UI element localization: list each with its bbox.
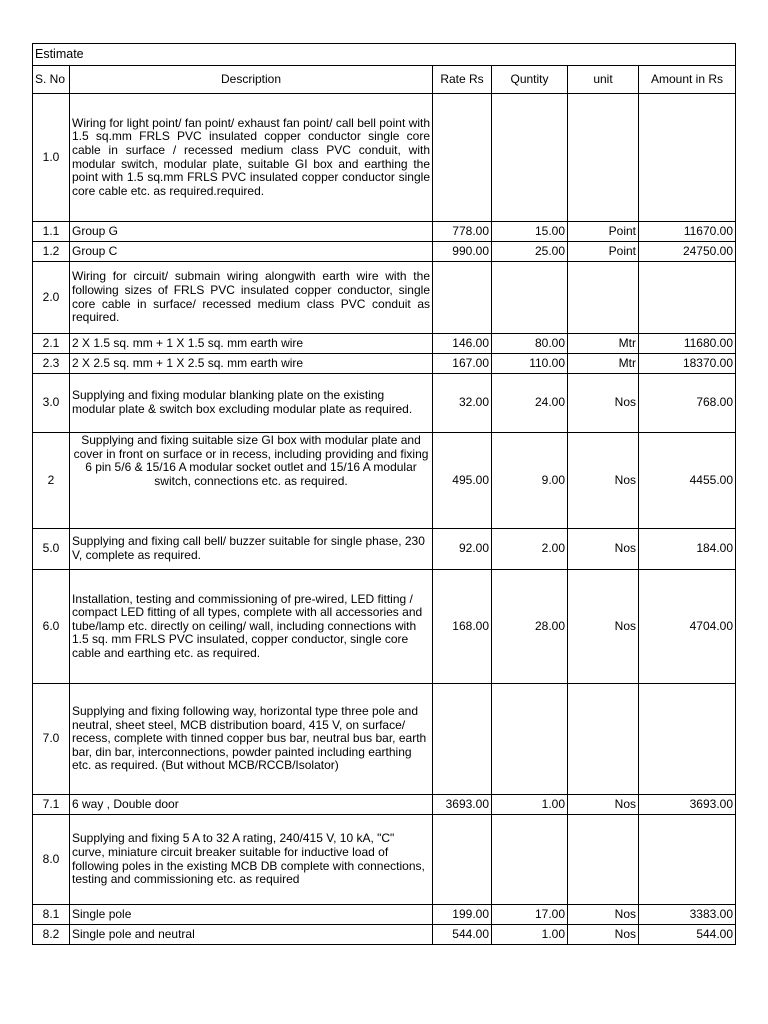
row-unit: [568, 815, 639, 905]
row-rate: 990.00: [433, 242, 492, 262]
row-rate: 92.00: [433, 529, 492, 570]
row-unit: [568, 94, 639, 222]
header-row: [33, 66, 736, 94]
row-sno: 1.0: [33, 94, 70, 222]
row-rate: [433, 262, 492, 334]
row-sno: 2.0: [33, 262, 70, 334]
row-rate: 32.00: [433, 374, 492, 433]
row-sno: 7.1: [33, 795, 70, 815]
row-unit: Point: [568, 222, 639, 242]
row-description: Wiring for circuit/ submain wiring alongwith earth wire with the following sizes of FRLS PVC insulated copper conductor, single core cable in surface/ recessed medium class PVC conduit as required.: [70, 262, 433, 334]
row-quantity: 15.00: [492, 222, 568, 242]
row-amount: 544.00: [639, 925, 736, 945]
row-quantity: 24.00: [492, 374, 568, 433]
header-description: Description: [70, 66, 433, 94]
table-row: [33, 354, 736, 374]
row-sno: 2.3: [33, 354, 70, 374]
table-row: [33, 334, 736, 354]
row-quantity: 1.00: [492, 795, 568, 815]
row-quantity: [492, 684, 568, 795]
row-unit: Nos: [568, 374, 639, 433]
row-description: Supplying and fixing following way, horizontal type three pole and neutral, sheet steel, MCB distribution board, 415 V, on surface/ recess, complete with tinned copper bus bar, neutral bus bar, earth bar, din bar, interconnections, powder painted including earthing etc. as required. (But without MCB/RCCB/Isolator): [70, 684, 433, 795]
estimate-table: [32, 43, 736, 945]
row-description: 2 X 1.5 sq. mm + 1 X 1.5 sq. mm earth wire: [70, 334, 433, 354]
row-rate: 495.00: [433, 433, 492, 529]
row-amount: 4455.00: [639, 433, 736, 529]
row-description: 2 X 2.5 sq. mm + 1 X 2.5 sq. mm earth wire: [70, 354, 433, 374]
row-rate: [433, 815, 492, 905]
row-unit: Point: [568, 242, 639, 262]
row-quantity: [492, 815, 568, 905]
row-sno: 8.0: [33, 815, 70, 905]
row-amount: 3693.00: [639, 795, 736, 815]
row-unit: Nos: [568, 795, 639, 815]
row-unit: Nos: [568, 433, 639, 529]
table-row: [33, 570, 736, 684]
row-unit: Mtr: [568, 354, 639, 374]
row-amount: [639, 94, 736, 222]
table-row: [33, 925, 736, 945]
row-rate: 3693.00: [433, 795, 492, 815]
row-sno: 5.0: [33, 529, 70, 570]
header-quantity: Quntity: [492, 66, 568, 94]
row-sno: 2.1: [33, 334, 70, 354]
row-sno: 8.2: [33, 925, 70, 945]
row-sno: 1.1: [33, 222, 70, 242]
row-quantity: 25.00: [492, 242, 568, 262]
table-row: [33, 815, 736, 905]
row-amount: 11680.00: [639, 334, 736, 354]
table-row: [33, 94, 736, 222]
row-unit: Nos: [568, 570, 639, 684]
row-description: Supplying and fixing suitable size GI box with modular plate and cover in front on surface or in recess, including providing and fixing 6 pin 5/6 & 15/16 A modular socket outlet and 15/16 A modular switch, connections etc. as required.: [70, 433, 433, 529]
row-description: Group C: [70, 242, 433, 262]
row-sno: 3.0: [33, 374, 70, 433]
row-amount: 184.00: [639, 529, 736, 570]
sheet-title: Estimate: [33, 44, 736, 66]
row-quantity: [492, 262, 568, 334]
row-unit: [568, 262, 639, 334]
table-row: [33, 262, 736, 334]
row-amount: 18370.00: [639, 354, 736, 374]
row-rate: 168.00: [433, 570, 492, 684]
table-row: [33, 684, 736, 795]
row-quantity: 1.00: [492, 925, 568, 945]
row-description: 6 way , Double door: [70, 795, 433, 815]
row-quantity: 80.00: [492, 334, 568, 354]
row-description: Supplying and fixing 5 A to 32 A rating, 240/415 V, 10 kA, "C" curve, miniature circuit breaker suitable for inductive load of following poles in the existing MCB DB complete with connections, testing and commissioning etc. as required: [70, 815, 433, 905]
row-sno: 1.2: [33, 242, 70, 262]
row-unit: [568, 684, 639, 795]
row-amount: 768.00: [639, 374, 736, 433]
table-row: [33, 795, 736, 815]
row-description: Wiring for light point/ fan point/ exhaust fan point/ call bell point with 1.5 sq.mm FRLS PVC insulated copper conductor single core cable in surface / recessed medium class PVC conduit, with modular switch, modular plate, suitable GI box and earthing the point with 1.5 sq.mm FRLS PVC insulated copper conductor single core cable etc. as required.required.: [70, 94, 433, 222]
table-row: [33, 242, 736, 262]
row-sno: 2: [33, 433, 70, 529]
row-rate: 199.00: [433, 905, 492, 925]
header-rate: Rate Rs: [433, 66, 492, 94]
row-sno: 8.1: [33, 905, 70, 925]
row-description: Single pole and neutral: [70, 925, 433, 945]
table-row: [33, 433, 736, 529]
header-amount: Amount in Rs: [639, 66, 736, 94]
header-unit: unit: [568, 66, 639, 94]
row-quantity: 17.00: [492, 905, 568, 925]
row-amount: 24750.00: [639, 242, 736, 262]
table-row: [33, 222, 736, 242]
row-amount: [639, 815, 736, 905]
row-amount: [639, 262, 736, 334]
table-row: [33, 529, 736, 570]
row-quantity: 28.00: [492, 570, 568, 684]
table-row: [33, 905, 736, 925]
row-quantity: 2.00: [492, 529, 568, 570]
header-sno: S. No: [33, 66, 70, 94]
table-row: [33, 374, 736, 433]
row-unit: Mtr: [568, 334, 639, 354]
row-unit: Nos: [568, 905, 639, 925]
row-quantity: 110.00: [492, 354, 568, 374]
row-description: Supplying and fixing modular blanking plate on the existing modular plate & switch box excluding modular plate as required.: [70, 374, 433, 433]
row-amount: 11670.00: [639, 222, 736, 242]
row-rate: 167.00: [433, 354, 492, 374]
row-rate: 778.00: [433, 222, 492, 242]
row-rate: 146.00: [433, 334, 492, 354]
row-sno: 7.0: [33, 684, 70, 795]
row-sno: 6.0: [33, 570, 70, 684]
row-description: Group G: [70, 222, 433, 242]
row-rate: [433, 94, 492, 222]
row-description: Single pole: [70, 905, 433, 925]
row-unit: Nos: [568, 925, 639, 945]
row-rate: 544.00: [433, 925, 492, 945]
row-rate: [433, 684, 492, 795]
row-unit: Nos: [568, 529, 639, 570]
row-quantity: [492, 94, 568, 222]
title-row: [33, 44, 736, 66]
row-amount: 4704.00: [639, 570, 736, 684]
row-description: Installation, testing and commissioning of pre-wired, LED fitting / compact LED fitting of all types, complete with all accessories and tube/lamp etc. directly on ceiling/ wall, including connections with 1.5 sq. mm FRLS PVC insulated, copper conductor, single core cable and earthing etc. as required.: [70, 570, 433, 684]
row-quantity: 9.00: [492, 433, 568, 529]
row-description: Supplying and fixing call bell/ buzzer suitable for single phase, 230 V, complete as required.: [70, 529, 433, 570]
row-amount: 3383.00: [639, 905, 736, 925]
row-amount: [639, 684, 736, 795]
